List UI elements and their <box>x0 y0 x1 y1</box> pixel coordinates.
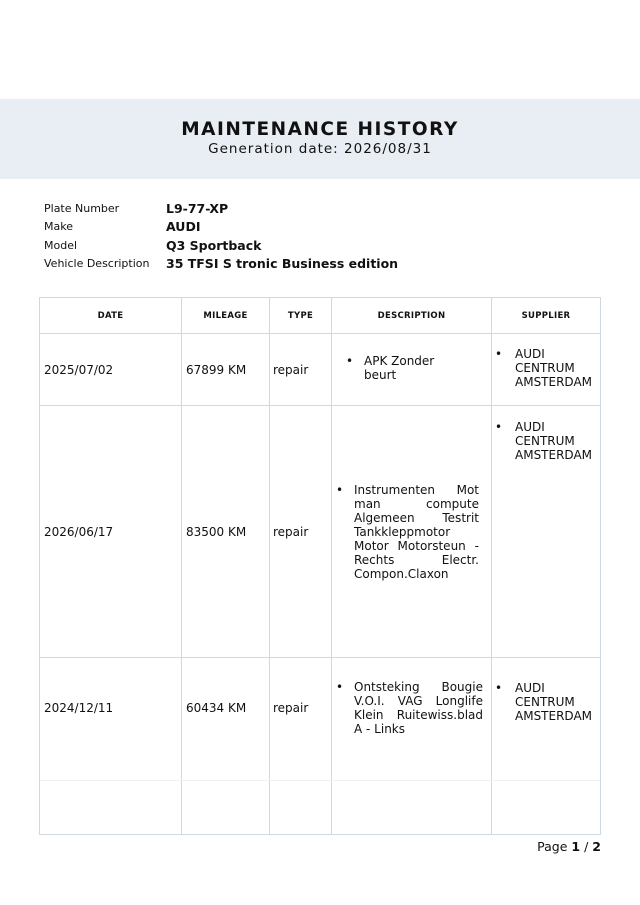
vehicle-description-label: Vehicle Description <box>44 257 150 271</box>
vehicle-info <box>44 199 398 273</box>
maintenance-table <box>39 297 601 835</box>
header-supplier: SUPPLIER <box>521 310 571 321</box>
model-row <box>44 236 398 255</box>
generation-date: Generation date: 2026/08/31 <box>208 141 432 157</box>
row3-type: repair <box>273 701 309 715</box>
page-total: 2 <box>592 839 601 854</box>
model-label: Model <box>44 238 78 252</box>
bullet-icon: • <box>336 680 344 694</box>
make-value: AUDI <box>166 219 201 235</box>
row2-type: repair <box>273 524 309 539</box>
row1-supplier-text: AUDI CENTRUM AMSTERDAM <box>515 347 593 389</box>
row1-mileage: 67899 KM <box>186 362 247 377</box>
row3-mileage: 60434 KM <box>186 701 247 715</box>
row2-supplier <box>495 420 593 462</box>
model-value: Q3 Sportback <box>166 237 262 253</box>
header-mileage: MILEAGE <box>203 310 248 321</box>
row1-supplier <box>495 347 593 389</box>
bullet-icon: • <box>495 420 503 434</box>
page-number <box>537 839 601 854</box>
header-type: TYPE <box>287 310 314 321</box>
row2-description-text: Instrumenten Mot man compute Algemeen Testrit Tankkleppmotor Motor Motorsteun - Rechts Electr. Compon.Claxon <box>354 483 479 581</box>
plate-row <box>44 199 398 218</box>
page-separator: / <box>584 839 589 854</box>
make-label: Make <box>44 220 73 234</box>
plate-label: Plate Number <box>44 201 120 215</box>
page-label: Page <box>537 839 568 854</box>
plate-value: L9-77-XP <box>166 200 229 216</box>
row2-supplier-text: AUDI CENTRUM AMSTERDAM <box>515 420 593 462</box>
page-current: 1 <box>571 839 581 854</box>
bullet-icon: • <box>346 354 354 368</box>
row1-description-text: APK Zonder beurt <box>364 354 435 382</box>
row2-date: 2026/06/17 <box>44 524 114 539</box>
vehicle-description-row <box>44 255 398 274</box>
bullet-icon: • <box>336 483 344 497</box>
row-divider <box>40 405 600 406</box>
vehicle-description-value: 35 TFSI S tronic Business edition <box>166 256 399 272</box>
row3-description-text: Ontsteking Bougie V.O.I. VAG Longlife Klein Ruitewiss.blad A - Links <box>354 680 483 736</box>
row1-date: 2025/07/02 <box>44 362 114 377</box>
row-divider-faint <box>40 780 600 781</box>
column-divider <box>491 298 492 834</box>
bullet-icon: • <box>495 681 503 695</box>
row-divider <box>40 657 600 658</box>
row3-supplier-text: AUDI CENTRUM AMSTERDAM <box>515 681 593 723</box>
row1-type: repair <box>273 362 309 377</box>
row3-supplier <box>495 681 593 723</box>
header-date: DATE <box>97 310 124 321</box>
row-divider <box>40 333 600 334</box>
document-title: MAINTENANCE HISTORY <box>181 119 459 140</box>
row2-description <box>336 483 479 581</box>
column-divider <box>269 298 270 834</box>
row2-mileage: 83500 KM <box>186 524 247 539</box>
row3-description <box>336 680 483 736</box>
column-divider <box>181 298 182 834</box>
row1-description <box>346 354 442 382</box>
column-divider <box>331 298 332 834</box>
bullet-icon: • <box>495 347 503 361</box>
row3-date: 2024/12/11 <box>44 701 114 715</box>
make-row <box>44 218 398 237</box>
header-description: DESCRIPTION <box>377 310 446 321</box>
